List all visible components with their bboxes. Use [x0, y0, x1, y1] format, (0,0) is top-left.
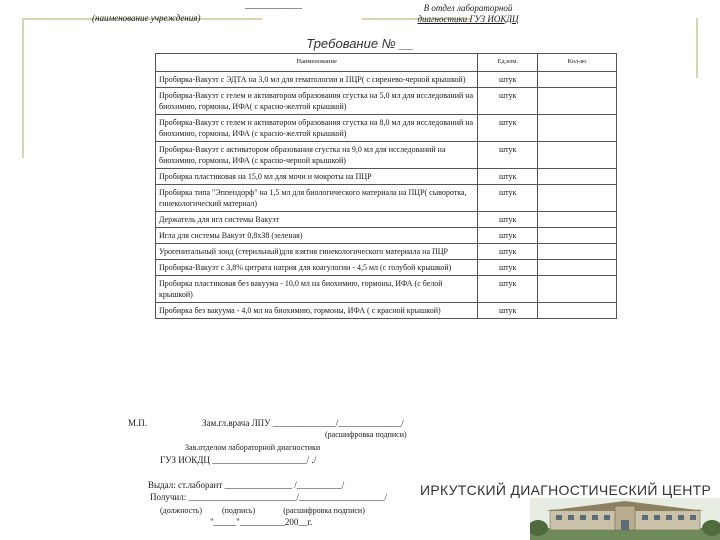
- header-name: Наименование: [156, 54, 478, 72]
- row-qty[interactable]: [538, 185, 617, 212]
- date-line: "_____"__________200__г.: [210, 517, 313, 527]
- row-qty[interactable]: [538, 276, 617, 303]
- document-title: Требование № __: [306, 36, 414, 51]
- dept-line-2: диагностики ГУЗ ИОКДЦ: [417, 14, 519, 24]
- row-unit: штук: [478, 169, 538, 185]
- row-item-name: Пробирка-Вакуэт с ЭДТА на 3,0 мл для гематологии и ПЦР( с сиренево-черной крышкой): [156, 72, 478, 88]
- row-qty[interactable]: [538, 244, 617, 260]
- row-item-name: Пробирка-Вакуэт с активатором образования сгустка на 9,0 мл для исследований на биохимию, гормоны, ИФА (с красно-черной крышкой): [156, 142, 478, 169]
- row-item-name: Пробирка без вакуума - 4,0 мл на биохимию, гормоны, ИФА ( с красной крышкой): [156, 303, 478, 319]
- row-unit: штук: [478, 276, 538, 303]
- org-underline: ________________: [245, 0, 301, 10]
- received-by-line: Получил: ________________________/___________________/: [150, 492, 387, 502]
- head-lab-caption: Зав.отделом лабораторной диагностики: [185, 443, 321, 452]
- row-item-name: Пробирка типа "Эппендорф" на 1,5 мл для биологического материала на ПЦР( сыворотка, гинекологический материал): [156, 185, 478, 212]
- header-unit: Ед.изм.: [478, 54, 538, 72]
- table-row: [156, 276, 617, 303]
- deputy-signature-line: Зам.гл.врача ЛПУ ______________/______________/: [202, 418, 404, 428]
- dept-address: [368, 3, 568, 25]
- requisition-table: [155, 53, 617, 319]
- table-row: [156, 212, 617, 228]
- row-qty[interactable]: [538, 88, 617, 115]
- row-unit: штук: [478, 228, 538, 244]
- row-qty[interactable]: [538, 115, 617, 142]
- org-signature-line: ГУЗ ИОКДЦ _____________________/ ./: [160, 455, 317, 465]
- row-unit: штук: [478, 212, 538, 228]
- header-qty: Кол-во: [538, 54, 617, 72]
- table-row: [156, 169, 617, 185]
- table-row: [156, 72, 617, 88]
- row-item-name: Игла для системы Вакуэт 0,8х38 (зеленая): [156, 228, 478, 244]
- row-unit: штук: [478, 244, 538, 260]
- row-unit: штук: [478, 72, 538, 88]
- row-item-name: Пробирка пластиковая на 15,0 мл для мочи и мокроты на ПЦР: [156, 169, 478, 185]
- table-header-row: [156, 54, 617, 72]
- row-unit: штук: [478, 142, 538, 169]
- table-row: [156, 244, 617, 260]
- issued-by-line: Выдал: ст.лаборант _______________ /__________/: [148, 480, 345, 490]
- dept-line-1: В отдел лабораторной: [423, 3, 513, 13]
- row-item-name: Пробирка-Вакуэт с гелем и активатором образования сгустка на 8,0 мл для исследований на биохимию, гормоны, ИФА (с красно-желтой крышкой): [156, 115, 478, 142]
- row-unit: штук: [478, 260, 538, 276]
- org-caption: (наименование учреждения): [92, 13, 201, 23]
- row-unit: штук: [478, 185, 538, 212]
- table-row: [156, 228, 617, 244]
- row-unit: штук: [478, 115, 538, 142]
- table-row: [156, 142, 617, 169]
- table-row: [156, 185, 617, 212]
- table-row: [156, 303, 617, 319]
- row-qty[interactable]: [538, 260, 617, 276]
- table-row: [156, 115, 617, 142]
- row-qty[interactable]: [538, 169, 617, 185]
- issue-captions: (должность) (подпись) (расшифровка подписи): [160, 506, 365, 515]
- row-unit: штук: [478, 88, 538, 115]
- stamp-place: М.П.: [128, 418, 148, 428]
- building-illustration: [530, 498, 720, 540]
- row-qty[interactable]: [538, 72, 617, 88]
- row-qty[interactable]: [538, 212, 617, 228]
- row-unit: штук: [478, 303, 538, 319]
- signature-decode-caption: (расшифровка подписи): [325, 430, 407, 439]
- row-item-name: Урогенитальный зонд (стерильный)для взятия гинекологического материала на ПЦР: [156, 244, 478, 260]
- row-item-name: Пробирка пластиковая без вакуума - 10,0 мл на биохимию, гормоны, ИФА (с белой крышкой): [156, 276, 478, 303]
- table-row: [156, 88, 617, 115]
- row-qty[interactable]: [538, 228, 617, 244]
- table-row: [156, 260, 617, 276]
- row-qty[interactable]: [538, 303, 617, 319]
- row-item-name: Пробирка-Вакуэт с 3,8% цитрата натрия для коагулогии - 4,5 мл (с голубой крышкой): [156, 260, 478, 276]
- row-item-name: Пробирка-Вакуэт с гелем и активатором образования сгустка на 5,0 мл для исследований на биохимию, гормоны, ИФА( с красно-желтой крышкой): [156, 88, 478, 115]
- row-qty[interactable]: [538, 142, 617, 169]
- center-logo-text: ИРКУТСКИЙ ДИАГНОСТИЧЕСКИЙ ЦЕНТР: [420, 482, 712, 498]
- row-item-name: Держатель для игл системы Вакуэт: [156, 212, 478, 228]
